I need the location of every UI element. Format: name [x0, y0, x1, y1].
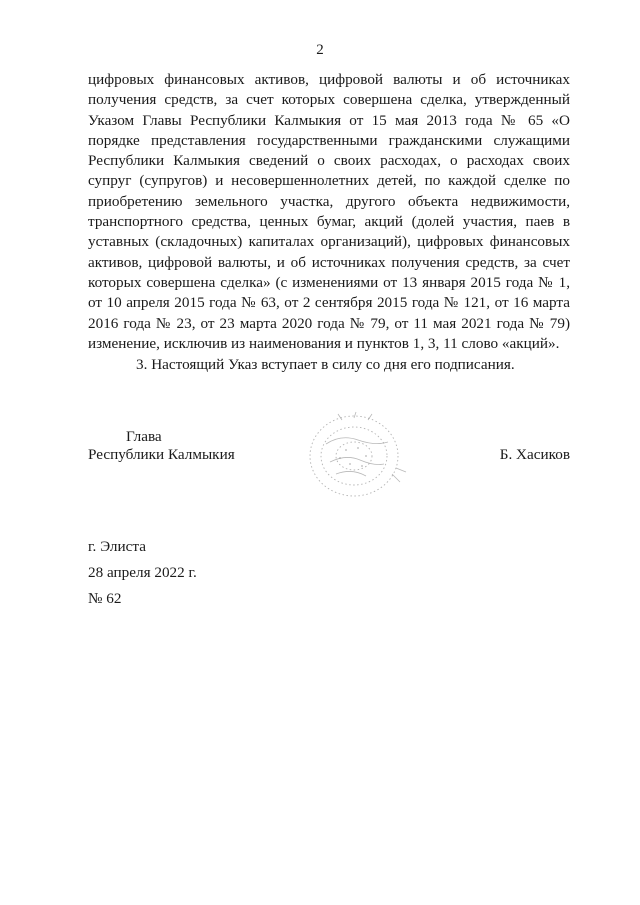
decree-number: № 62: [88, 590, 122, 607]
clause-3: 3. Настоящий Указ вступает в силу со дня его подписания.: [136, 356, 515, 373]
official-seal-stamp: [296, 404, 420, 512]
document-body: [88, 70, 570, 354]
page-number: 2: [316, 42, 324, 58]
signatory-title-line2: Республики Калмыкия: [88, 446, 235, 463]
signing-date: 28 апреля 2022 г.: [88, 564, 197, 581]
signing-place: г. Элиста: [88, 538, 146, 555]
paragraph-continuation: цифровых финансовых активов, цифровой валюты и об источниках получения средств, за счет которых совершена сделка, утвержденный Указом Главы Республики Калмыкия от 15 мая 2013 года № 65 «О порядке представления государственными гражданскими служащими Республики Калмыкия сведений о своих расходах, о расходах своих супруг (супругов) и несовершеннолетних детей, по каждой сделке по приобретению земельного участка, другого объекта недвижимости, транспортного средства, ценных бумаг, акций (долей участия, паев в уставных (складочных) капиталах организаций), цифровых финансовых активов, цифровой валюты, и об источниках получения средств, за счет которых совершена сделка» (с изменениями от 13 января 2015 года № 1, от 10 апреля 2015 года № 63, от 2 сентября 2015 года № 121, от 16 марта 2016 года № 23, от 23 марта 2020 года № 79, от 11 мая 2021 года № 79) изменение, исключив из наименования и пунктов 1, 3, 11 слово «акций».: [88, 71, 570, 352]
signatory-name: Б. Хасиков: [499, 446, 570, 463]
signatory-title-line1: Глава: [126, 428, 162, 445]
